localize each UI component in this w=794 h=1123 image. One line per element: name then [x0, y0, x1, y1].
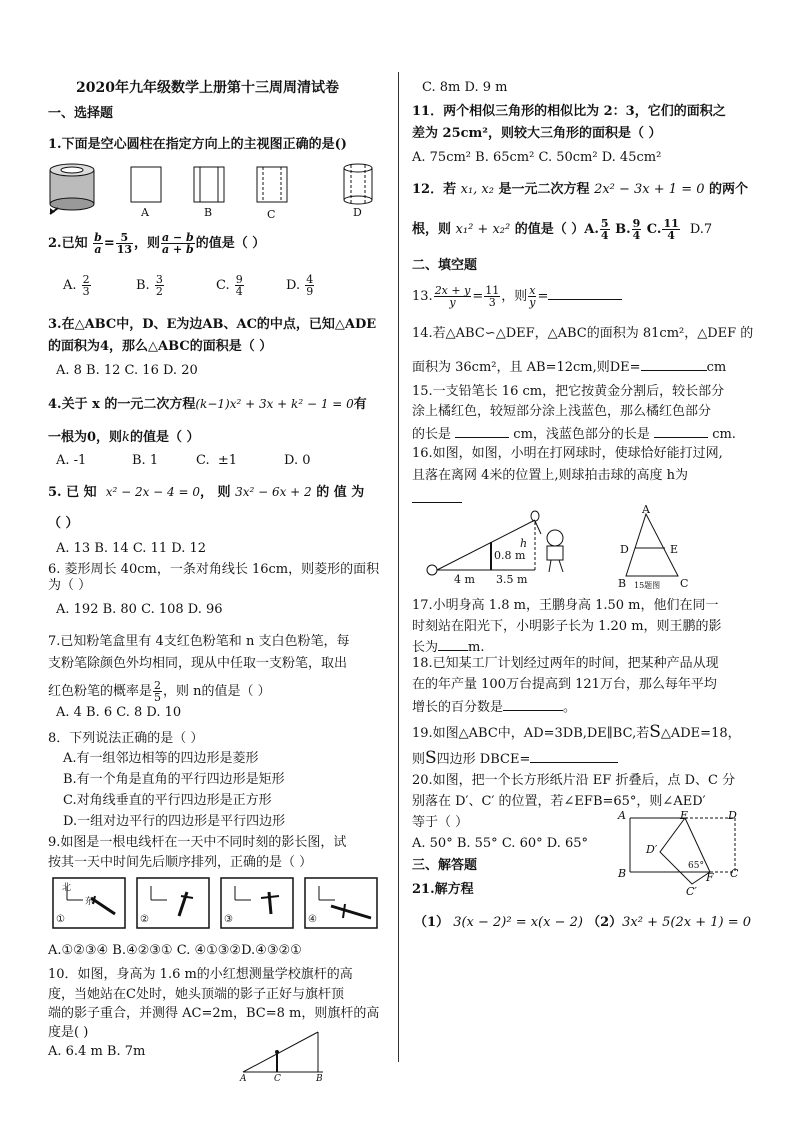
q15-triangle-figure	[622, 508, 698, 584]
q4-option-b: B. 1	[132, 453, 159, 468]
q4-line1: 4.关于 x 的一元二次方程(k−1)x² + 3x + k² − 1 = 0有	[48, 397, 367, 412]
option-a-figure	[131, 167, 161, 202]
q6-line2: 为（ ）	[48, 578, 92, 593]
q10-label-c: C	[274, 1074, 281, 1084]
q16-line1: 16.如图，如图，小明在打网球时，使球恰好能打过网,	[412, 446, 723, 461]
q15fig-label-c: C	[680, 577, 689, 590]
q7-line2: 支粉笔除颜色外均相同，现从中任取一支粉笔，取出	[48, 656, 348, 671]
q6-line1: 6. 菱形周长 40cm，一条对角线长 16cm，则菱形的面积	[48, 562, 380, 577]
hollow-cylinder-figure	[50, 164, 94, 214]
q9-shadow-figures	[53, 878, 383, 930]
q10-line3: 端的影子重合，并测得 AC=2m，BC=8 m，则旗杆的高	[48, 1006, 380, 1021]
section-choice-heading: 一、选择题	[48, 106, 114, 121]
q20-label-c: C	[730, 867, 739, 880]
q9-num-3: ③	[224, 914, 233, 925]
q1-label-c: C	[267, 208, 276, 221]
q20-line3: 等于（ ）	[412, 815, 469, 830]
q15-line1: 15.一支铅笔长 16 cm，把它按黄金分割后，较长部分	[412, 384, 725, 399]
q9-num-2: ②	[140, 914, 149, 925]
q10-label-b: B	[316, 1074, 323, 1084]
q4-option-d: D. 0	[284, 453, 311, 468]
q20-label-a: A	[618, 809, 626, 822]
section-fill-heading: 二、填空题	[412, 258, 478, 273]
q6-options: A. 192 B. 80 C. 108 D. 96	[56, 602, 223, 617]
q11-options: A. 75cm² B. 65cm² C. 50cm² D. 45cm²	[412, 150, 662, 165]
q9-line1: 9.如图是一根电线杆在一天中不同时刻的影长图，试	[48, 835, 347, 850]
q3-line2: 的面积为4，那么△ABC的面积是（ ）	[48, 339, 273, 354]
q4-line2: 一根为0，则k的值是（ ）	[48, 430, 200, 445]
q14-line2: 面积为 36cm²，且 AB=12cm,则DE= cm	[412, 360, 727, 375]
q17-line3: 长为 m.	[412, 640, 485, 655]
q5-line1: 5. 已 知 x² − 2x − 4 = 0， 则 3x² − 6x + 2 的 值 为	[48, 485, 365, 500]
q1-label-d: D	[353, 206, 362, 219]
q1-figure	[48, 160, 393, 220]
q4-option-c: C. ±1	[196, 453, 238, 468]
q11-line1: 11．两个相似三角形的相似比为 2：3，它们的面积之	[412, 104, 726, 119]
page-title: 2020年九年级数学上册第十三周周清试卷	[76, 80, 339, 96]
q15-line2: 涂上橘红色，较短部分涂上浅蓝色，那么橘红色部分	[412, 404, 712, 419]
q19-line2: 则S四边形 DBCE=	[412, 750, 618, 768]
q10-label-a: A	[240, 1074, 247, 1084]
q9-num-1: ①	[56, 914, 65, 925]
player-icon	[531, 511, 563, 572]
q21-text: 21.解方程	[412, 882, 474, 897]
q8-option-b: B.有一个角是直角的平行四边形是矩形	[63, 772, 285, 787]
q13-text: 13. $\frac{2x + y}{y}$ = $\frac{11}{3}$ ，则 $\frac{x}{y}$ =	[412, 285, 622, 308]
q15fig-label-a: A	[642, 503, 650, 516]
q18-line3: 增长的百分数是 。	[412, 700, 577, 715]
q3-line1: 3.在△ABC中，D、E为边AB、AC的中点，已知△ADE	[48, 317, 377, 332]
q7-line1: 7.已知粉笔盒里有 4支红色粉笔和 n 支白色粉笔，每	[48, 634, 350, 649]
option-d-figure	[344, 164, 372, 204]
q15fig-label-d: D	[620, 543, 629, 556]
q18-line2: 在的年产量 100万台提高到 121万台，那么每年平均	[412, 677, 717, 692]
q16-label-4m: 4 m	[454, 573, 475, 586]
q15-line3: 的长是 cm，浅蓝色部分的长是 cm.	[412, 427, 736, 442]
q20-label-c-prime: C′	[686, 885, 697, 898]
q12-line1: 12．若 x₁, x₂ 是一元二次方程 2x² − 3x + 1 = 0 的两个	[412, 182, 749, 197]
q9-east-label: 东	[85, 897, 95, 907]
column-divider	[398, 72, 399, 1062]
q2-text: 2.已知 $\frac{b}{a}$ = $\frac{5}{13}$ ，则 $\frac{a - b}{a + b}$ 的值是（ ）	[48, 231, 266, 256]
q20-label-e: E	[680, 809, 689, 822]
q20-label-d: D	[728, 809, 737, 822]
q9-options: A.①②③④ B.④②③① C. ④①③②D.④③②①	[48, 943, 302, 958]
q5-options: A. 13 B. 14 C. 11 D. 12	[56, 541, 207, 556]
q9-line2: 按其一天中时间先后顺序排列，正确的是（ ）	[48, 855, 313, 870]
q18-line1: 18.已知某工厂计划经过两年的时间，把某种产品从现	[412, 656, 719, 671]
q16-label-net: 0.8 m	[494, 549, 526, 562]
q3-options: A. 8 B. 12 C. 16 D. 20	[56, 363, 198, 378]
q20-label-angle: 65°	[688, 861, 704, 871]
q10-line2: 度，当她站在C处时，她头顶端的影子正好与旗杆顶	[48, 987, 344, 1002]
q21-equations: （1） 3(x − 2)² = x(x − 2) （2）3x² + 5(2x + 1) = 0	[414, 915, 752, 930]
q8-option-a: A.有一组邻边相等的四边形是菱形	[63, 751, 259, 766]
q2-option-a: A. $\frac{2}{3}$	[63, 273, 90, 298]
q9-north-label: 北	[62, 883, 72, 893]
q20-label-d-prime: D′	[646, 843, 658, 856]
q9-num-4: ④	[308, 914, 317, 925]
q15fig-caption: 15题图	[634, 581, 661, 590]
q8-text: 8．下列说法正确的是（ ）	[48, 731, 204, 746]
q4-option-a: A. -1	[56, 453, 87, 468]
section-answer-heading: 三、解答题	[412, 858, 478, 873]
q2-option-c: C. $\frac{9}{4}$	[216, 273, 243, 298]
q16-label-3-5m: 3.5 m	[496, 573, 528, 586]
q20-label-f: F	[706, 871, 714, 884]
q20-options: A. 50° B. 55° C. 60° D. 65°	[412, 836, 589, 851]
option-c-figure	[257, 167, 287, 202]
q14-line1: 14.若△ABC∽△DEF，△ABC的面积为 81cm²，△DEF 的	[412, 326, 754, 341]
q20-line1: 20.如图，把一个长方形纸片沿 EF 折叠后，点 D、C 分	[412, 773, 736, 788]
q15fig-label-e: E	[670, 543, 679, 556]
q5-line2: （ ）	[48, 516, 79, 531]
option-b-figure	[194, 167, 224, 202]
q19-line1: 19.如图△ABC中，AD=3DB,DE∥BC,若S△ADE=18，	[412, 722, 741, 742]
q12-line2: 根，则 x₁² + x₂² 的值是（ ）A. $\frac{5}{4}$ B. $\frac{9}{4}$ C. $\frac{11}{4}$ D.7	[412, 217, 713, 242]
q10-flagpole-figure	[243, 1030, 383, 1078]
q10-line1: 10．如图，身高为 1.6 m的小红想测量学校旗杆的高	[48, 967, 353, 982]
q8-option-c: C.对角线垂直的平行四边形是正方形	[63, 793, 272, 808]
q1-label-a: A	[141, 206, 149, 219]
q10-options-cd: C. 8m D. 9 m	[422, 80, 508, 95]
q2-option-d: D. $\frac{4}{9}$	[286, 273, 314, 298]
q20-label-b: B	[618, 867, 627, 880]
q16-label-h: h	[520, 537, 528, 550]
q15fig-label-b: B	[618, 577, 627, 590]
q16-blank	[412, 490, 462, 508]
q16-line2: 且落在离网 4米的位置上,则球拍击球的高度 h为	[412, 468, 689, 483]
q2-option-b: B. $\frac{3}{2}$	[136, 273, 163, 298]
q1-text: 1.下面是空心圆柱在指定方向上的主视图正确的是()	[48, 137, 347, 152]
fraction-expr: $\frac{a - b}{a + b}$	[162, 231, 194, 256]
q7-line3: 红色粉笔的概率是 $\frac{2}{5}$ ，则 n的值是（ ）	[48, 679, 271, 704]
q1-label-b: B	[204, 206, 213, 219]
fraction-b-over-a: $\frac{b}{a}$	[94, 231, 102, 256]
q8-option-d: D.一组对边平行的四边形是平行四边形	[63, 814, 286, 829]
q10-line4: 度是( )	[48, 1025, 89, 1040]
fraction-5-13: $\frac{5}{13}$	[116, 231, 133, 256]
q11-line2: 差为 25cm²，则较大三角形的面积是（ ）	[412, 126, 662, 141]
q17-line2: 时刻站在阳光下，小明影子长为 1.20 m，则王鹏的影	[412, 619, 722, 634]
q7-options: A. 4 B. 6 C. 8 D. 10	[56, 705, 182, 720]
q17-line1: 17.小明身高 1.8 m，王鹏身高 1.50 m，他们在同一	[412, 598, 719, 613]
q10-options: A. 6.4 m B. 7m	[48, 1044, 146, 1059]
q20-line2: 别落在 D′、C′ 的位置，若∠EFB=65°，则∠AED′	[412, 794, 706, 809]
